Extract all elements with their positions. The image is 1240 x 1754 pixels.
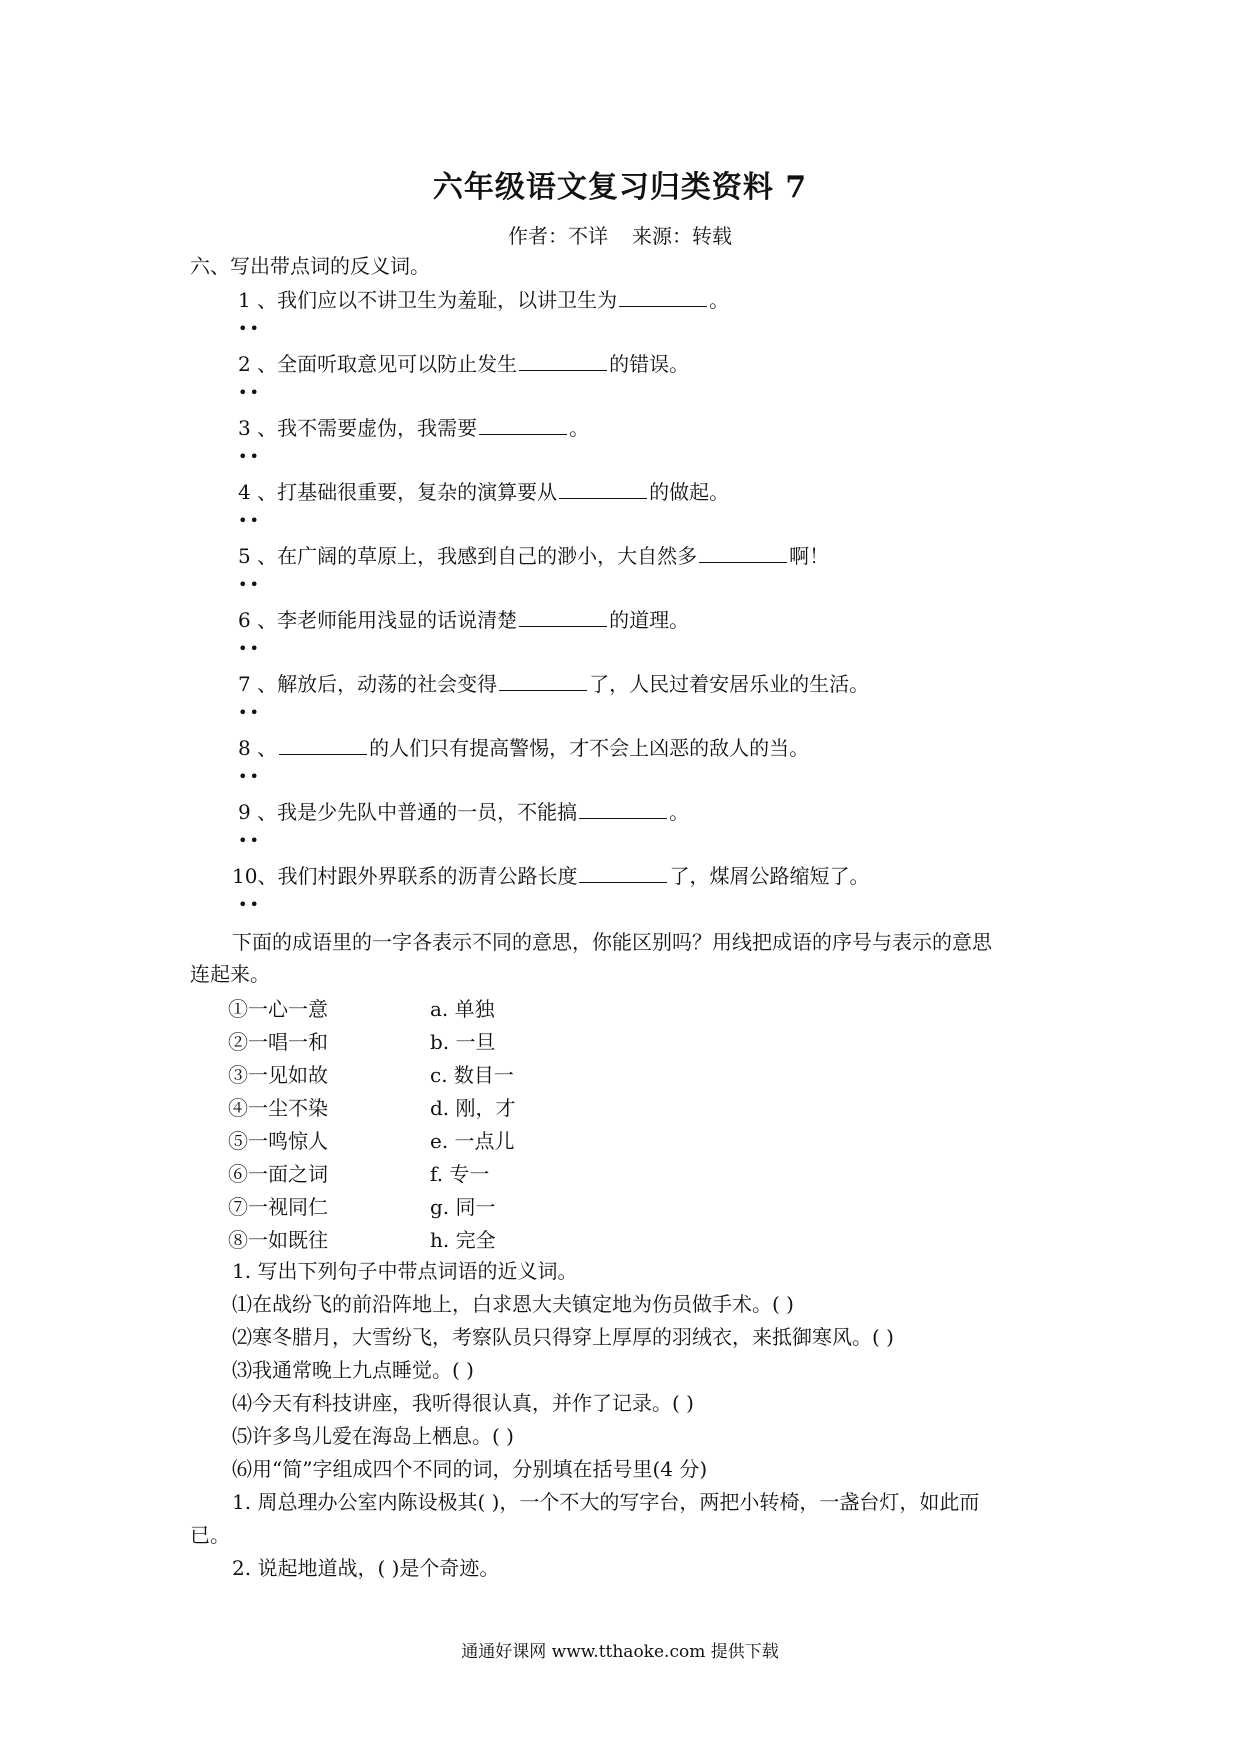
answer-blank[interactable] [499, 672, 587, 691]
antonym-item-9: 9 、我是少先队中普通的一员，不能搞 。 [238, 800, 690, 824]
idiom-left-8: ⑧一如既往 [228, 1228, 328, 1252]
synonym-item-3: ⑶我通常晚上九点睡觉。( ) [232, 1358, 474, 1382]
idiom-left-2: ②一唱一和 [228, 1030, 328, 1054]
antonym-item-1: 1 、我们应以不讲卫生为羞耻，以讲卫生为 。 [238, 288, 730, 312]
page-title: 六年级语文复习归类资料 7 [432, 170, 808, 205]
idiom-intro-line-2: 连起来。 [190, 962, 270, 986]
synonym-heading: 1. 写出下列句子中带点词语的近义词。 [232, 1259, 578, 1283]
emphasis-dots: •• [238, 447, 261, 466]
idiom-right-a: a. 单独 [430, 997, 495, 1021]
idiom-right-f: f. 专一 [430, 1162, 490, 1186]
synonym-item-1: ⑴在战纷飞的前沿阵地上，白求恩大夫镇定地为伤员做手术。( ) [232, 1292, 794, 1316]
answer-blank[interactable] [579, 800, 667, 819]
answer-blank[interactable] [619, 288, 707, 307]
idiom-intro-line-1: 下面的成语里的一字各表示不同的意思，你能区别吗？用线把成语的序号与表示的意思 [232, 930, 992, 954]
emphasis-dots: •• [238, 319, 261, 338]
answer-blank[interactable] [479, 416, 567, 435]
idiom-right-c: c. 数目一 [430, 1063, 514, 1087]
antonym-item-10: 10、我们村跟外界联系的沥青公路长度 了，煤屑公路缩短了。 [232, 864, 870, 888]
antonym-item-7: 7 、解放后，动荡的社会变得 了，人民过着安居乐业的生活。 [238, 672, 870, 696]
answer-blank[interactable] [699, 544, 787, 563]
idiom-left-6: ⑥一面之词 [228, 1162, 328, 1186]
answer-blank[interactable] [519, 608, 607, 627]
antonym-item-3: 3 、我不需要虚伪，我需要 。 [238, 416, 590, 440]
emphasis-dots: •• [238, 831, 261, 850]
synonym-item-2: ⑵寒冬腊月，大雪纷飞，考察队员只得穿上厚厚的羽绒衣，来抵御寒风。( ) [232, 1325, 894, 1349]
emphasis-dots: •• [238, 767, 261, 786]
idiom-right-e: e. 一点儿 [430, 1129, 515, 1153]
emphasis-dots: •• [238, 511, 261, 530]
author-source-line [0, 220, 1240, 249]
idiom-left-5: ⑤一鸣惊人 [228, 1129, 328, 1153]
answer-blank[interactable] [519, 352, 607, 371]
emphasis-dots: •• [238, 639, 261, 658]
synonym-item-4: ⑷今天有科技讲座，我听得很认真，并作了记录。( ) [232, 1391, 694, 1415]
antonym-item-5: 5 、在广阔的草原上，我感到自己的渺小，大自然多 啊！ [238, 544, 830, 568]
emphasis-dots: •• [238, 575, 261, 594]
author-label: 作者：不详 [508, 224, 608, 248]
idiom-right-d: d. 刚，才 [430, 1096, 516, 1120]
jian-item-1-line-1: 1. 周总理办公室内陈设极其( )，一个不大的写字台，两把小转椅，一盏台灯，如此而 [232, 1490, 980, 1514]
answer-blank[interactable] [279, 736, 367, 755]
antonym-item-4: 4 、打基础很重要，复杂的演算要从 的做起。 [238, 480, 730, 504]
idiom-right-b: b. 一旦 [430, 1030, 496, 1054]
idiom-left-1: ①一心一意 [228, 997, 328, 1021]
idiom-left-4: ④一尘不染 [228, 1096, 328, 1120]
idiom-left-3: ③一见如故 [228, 1063, 328, 1087]
idiom-left-7: ⑦一视同仁 [228, 1195, 328, 1219]
idiom-right-h: h. 完全 [430, 1228, 496, 1252]
antonym-item-8: 8 、 的人们只有提高警惕，才不会上凶恶的敌人的当。 [238, 736, 810, 760]
synonym-item-5: ⑸许多鸟儿爱在海岛上栖息。( ) [232, 1424, 514, 1448]
emphasis-dots: •• [238, 703, 261, 722]
antonym-item-6: 6 、李老师能用浅显的话说清楚 的道理。 [238, 608, 690, 632]
section-heading: 六、写出带点词的反义词。 [190, 254, 430, 278]
antonym-item-2: 2 、全面听取意见可以防止发生 的错误。 [238, 352, 690, 376]
jian-item-1-line-2: 已。 [190, 1523, 230, 1547]
jian-item-2: 2. 说起地道战，( )是个奇迹。 [232, 1556, 500, 1580]
answer-blank[interactable] [559, 480, 647, 499]
footer-credit: 通通好课网 www.tthaoke.com 提供下载 [461, 1642, 779, 1662]
synonym-item-6: ⑹用“简”字组成四个不同的词，分别填在括号里(4 分) [232, 1457, 708, 1481]
emphasis-dots: •• [238, 895, 261, 914]
idiom-right-g: g. 同一 [430, 1195, 496, 1219]
answer-blank[interactable] [579, 864, 667, 883]
source-label: 来源：转载 [632, 224, 732, 248]
emphasis-dots: •• [238, 383, 261, 402]
